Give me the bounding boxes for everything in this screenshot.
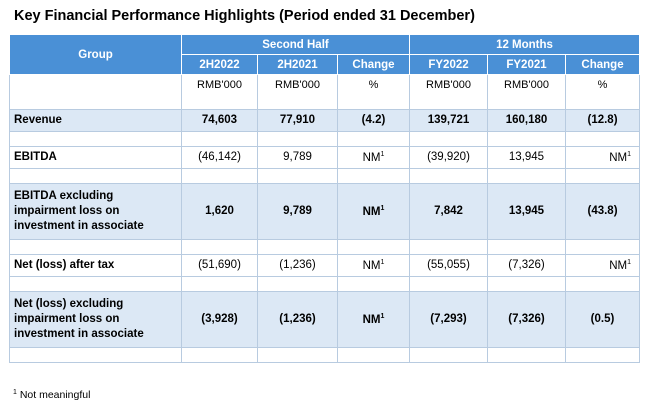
table-cell: 13,945	[488, 183, 566, 239]
footnote	[13, 389, 90, 401]
table-cell: (7,326)	[488, 254, 566, 276]
col-change-fy: Change	[566, 55, 640, 75]
table-cell: $NM^1$	[338, 146, 410, 168]
col-fy2022: FY2022	[410, 55, 488, 75]
table-cell: $NM^1$	[338, 254, 410, 276]
unit-cell: RMB'000	[488, 75, 566, 95]
table-cell: (51,690)	[182, 254, 258, 276]
unit-cell: RMB'000	[258, 75, 338, 95]
table-cell: $NM^1$	[338, 183, 410, 239]
table-cell: 9,789	[258, 146, 338, 168]
table-cell: $NM^1$	[566, 254, 640, 276]
table-cell: 13,945	[488, 146, 566, 168]
twelve-months-header: 12 Months	[410, 35, 640, 55]
table-row-ebitda-excluding	[10, 183, 640, 239]
unit-cell: RMB'000	[410, 75, 488, 95]
footnote-marker: 1	[13, 389, 17, 396]
table-row-revenue	[10, 109, 640, 131]
col-change-half: Change	[338, 55, 410, 75]
table-cell: (7,326)	[488, 291, 566, 347]
row-label: Net (loss) excluding impairment loss on investment in associate	[10, 291, 182, 347]
table-cell: 9,789	[258, 183, 338, 239]
row-label: Net (loss) after tax	[10, 254, 182, 276]
table-cell: (3,928)	[182, 291, 258, 347]
table-cell: (12.8)	[566, 109, 640, 131]
unit-blank	[10, 75, 182, 95]
table-cell: 74,603	[182, 109, 258, 131]
table-cell: (46,142)	[182, 146, 258, 168]
table-cell: 160,180	[488, 109, 566, 131]
second-half-header: Second Half	[182, 35, 410, 55]
table-cell: (1,236)	[258, 254, 338, 276]
table-cell: (1,236)	[258, 291, 338, 347]
unit-cell: %	[338, 75, 410, 95]
table-cell: (4.2)	[338, 109, 410, 131]
table-cell: 77,910	[258, 109, 338, 131]
col-2h2021: 2H2021	[258, 55, 338, 75]
table-cell: (43.8)	[566, 183, 640, 239]
table-cell: (55,055)	[410, 254, 488, 276]
table-cell: 1,620	[182, 183, 258, 239]
table-cell: (39,920)	[410, 146, 488, 168]
unit-cell: RMB'000	[182, 75, 258, 95]
row-label: EBITDA excluding impairment loss on investment in associate	[10, 183, 182, 239]
table-row-net-loss	[10, 254, 640, 276]
col-fy2021: FY2021	[488, 55, 566, 75]
table-cell: $NM^1$	[338, 291, 410, 347]
unit-cell: %	[566, 75, 640, 95]
table-cell: 7,842	[410, 183, 488, 239]
table-row-net-loss-excluding	[10, 291, 640, 347]
page-title: Key Financial Performance Highlights (Period ended 31 December)	[14, 8, 475, 24]
footnote-text: Not meaningful	[19, 389, 91, 401]
financial-highlights-table	[9, 34, 640, 363]
row-label: EBITDA	[10, 146, 182, 168]
table-cell: 139,721	[410, 109, 488, 131]
table-cell: $NM^1$	[566, 146, 640, 168]
table-row-ebitda	[10, 146, 640, 168]
row-label: Revenue	[10, 109, 182, 131]
col-2h2022: 2H2022	[182, 55, 258, 75]
table-cell: (7,293)	[410, 291, 488, 347]
group-header: Group	[10, 35, 182, 75]
table-cell: (0.5)	[566, 291, 640, 347]
